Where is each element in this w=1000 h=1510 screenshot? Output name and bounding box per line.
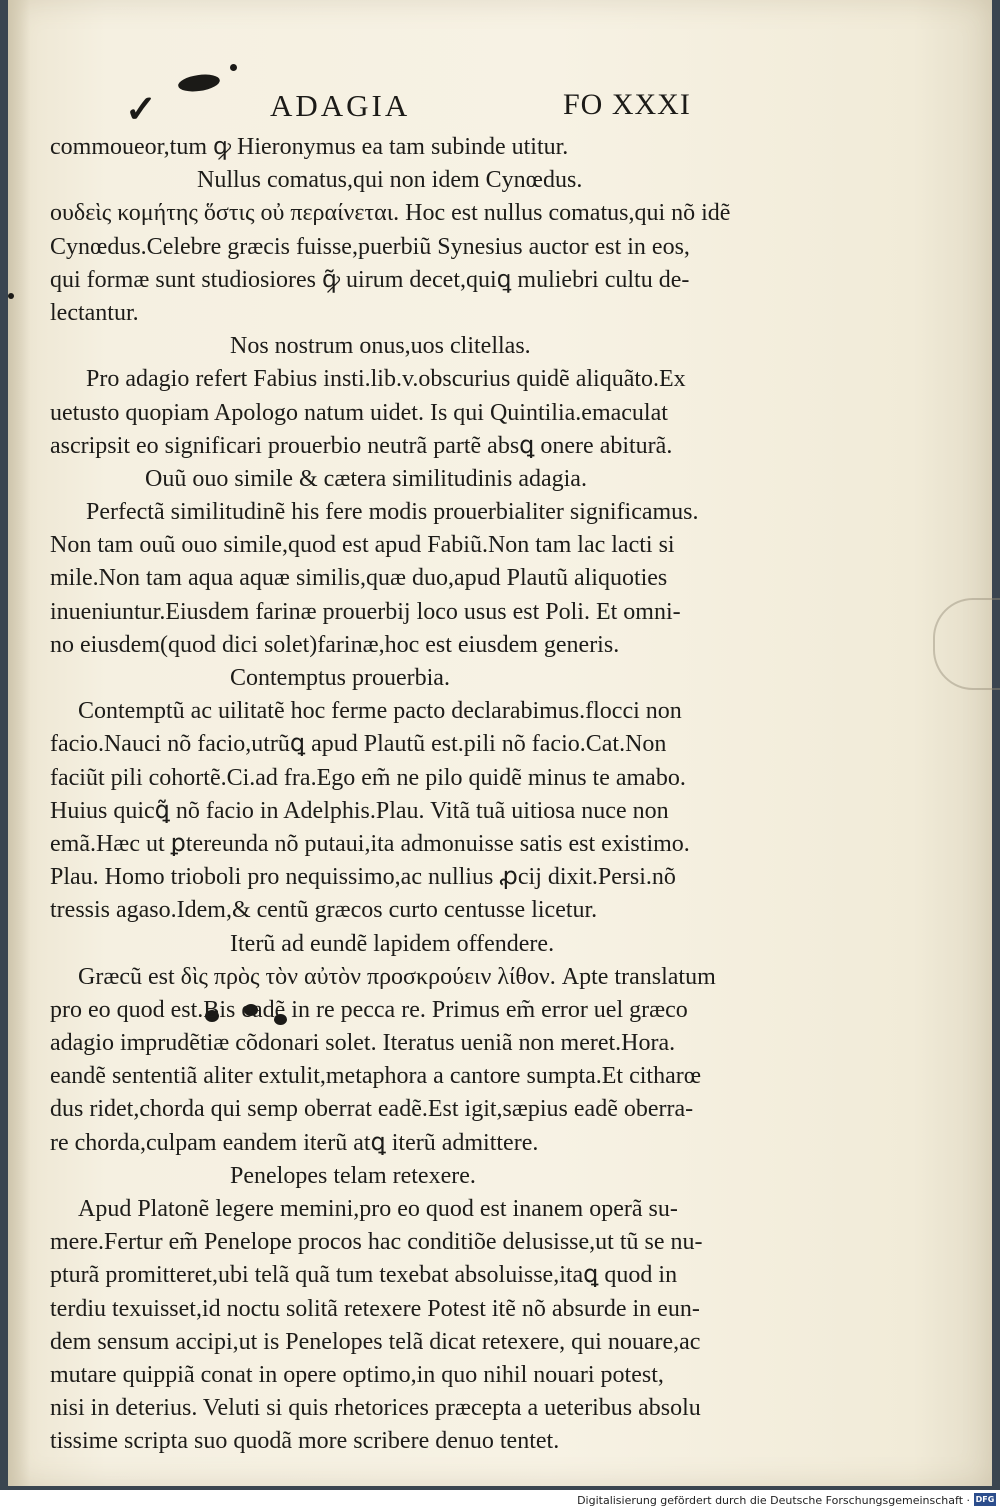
funding-credit: Digitalisierung gefördert durch die Deutsche Forschungsgemeinschaft · bbox=[577, 1494, 970, 1507]
text-line: inueniuntur.Eiusdem farinæ prouerbij loco usus est Poli. Et omni- bbox=[50, 598, 681, 625]
adage-heading: Contemptus prouerbia. bbox=[230, 665, 450, 691]
text-line: Pro adagio refert Fabius insti.lib.v.obscurius quidẽ aliquãto.Ex bbox=[86, 366, 686, 393]
text-line: Contemptũ ac uilitatẽ hoc ferme pacto declarabimus.flocci non bbox=[78, 698, 682, 725]
text-line: Apud Platonẽ legere memini,pro eo quod est inanem operã su- bbox=[78, 1196, 678, 1222]
manuscript-check-mark: ✓ bbox=[125, 89, 157, 131]
running-head: ADAGIA bbox=[270, 88, 411, 123]
adage-heading: Iterũ ad eundẽ lapidem offendere. bbox=[230, 930, 555, 957]
text-line: ascripsit eo significari prouerbio neutrã partẽ absꝗ onere abiturã. bbox=[50, 432, 673, 459]
text-line: terdiu texuisset,id noctu solitã retexere Potest itẽ nõ absurde in eun- bbox=[50, 1295, 700, 1322]
adage-heading: Nullus comatus,qui non idem Cynœdus. bbox=[197, 167, 583, 194]
text-line: mere.Fertur em̃ Penelope procos hac conditiõe delusisse,ut tũ se nu- bbox=[50, 1229, 703, 1256]
ink-dot-top bbox=[230, 64, 237, 71]
page-gutter-shadow bbox=[8, 0, 30, 1486]
text-line: dus ridet,chorda qui semp oberrat eadẽ.Est igit,sæpius eadẽ oberra- bbox=[50, 1096, 694, 1123]
text-line: mile.Non tam aqua aquæ similis,quæ duo,apud Plautũ aliquoties bbox=[50, 565, 668, 592]
adage-heading: Nos nostrum onus,uos clitellas. bbox=[230, 333, 531, 360]
text-line: mutare quippiã conat in opere optimo,in quo nihil nouari potest, bbox=[50, 1361, 664, 1388]
text-line: faciũt pili cohortẽ.Ci.ad fra.Ego em̃ ne pilo quidẽ minus te amabo. bbox=[50, 764, 686, 791]
text-line: re chorda,culpam eandem iterũ atꝗ iterũ admittere. bbox=[50, 1129, 539, 1156]
text-line: facio.Nauci nõ facio,utrũꝗ apud Plautũ est.pili nõ facio.Cat.Non bbox=[50, 731, 667, 758]
text-line: Perfectã similitudinẽ his fere modis prouerbialiter significamus. bbox=[86, 499, 699, 526]
text-line: no eiusdem(quod dici solet)farinæ,hoc est eiusdem generis. bbox=[50, 631, 620, 658]
text-line: ουδεὶς κομήτης ὅστις οὐ περαίνεται. Hoc est nullus comatus,qui nõ idẽ bbox=[50, 200, 731, 227]
text-line: Non tam ouũ ouo simile,quod est apud Fabiũ.Non tam lac lacti si bbox=[50, 532, 675, 559]
text-line: commoueor,tum ꝙ Hieronymus ea tam subinde utitur. bbox=[50, 134, 569, 160]
text-line: emã.Hæc ut ꝑtereunda nõ putaui,ita admonuisse satis est existimo. bbox=[50, 830, 690, 857]
dfg-logo: DFG bbox=[975, 1495, 995, 1504]
ink-blot-top bbox=[177, 72, 221, 94]
text-line: tissime scripta suo quodã more scribere denuo tentet. bbox=[50, 1428, 560, 1455]
text-line: pturã promitteret,ubi telã quã tum texebat absoluisse,itaꝗ quod in bbox=[50, 1262, 678, 1289]
text-line: adagio imprudẽtiæ cõdonari solet. Iteratus ueniã non meret.Hora. bbox=[50, 1030, 676, 1057]
text-line: qui formæ sunt studiosiores ꝙ̃ uirum decet,quiꝗ muliebri cultu de- bbox=[50, 266, 690, 293]
text-line: lectantur. bbox=[50, 299, 139, 326]
text-line: nisi in deterius. Veluti si quis rhetorices præcepta a ueteribus absolu bbox=[50, 1395, 701, 1422]
ink-dot-margin bbox=[8, 293, 14, 299]
text-line: uetusto quopiam Apologo natum uidet. Is qui Quintilia.emaculat bbox=[50, 399, 668, 426]
main-text-block bbox=[50, 131, 765, 1459]
text-line: tressis agaso.Idem,& centũ græcos curto centusse licetur. bbox=[50, 897, 598, 924]
text-line: Plau. Homo trioboli pro nequissimo,ac nullius ꝓcij dixit.Persi.nõ bbox=[50, 864, 676, 891]
paper-clip-impression bbox=[933, 598, 1000, 690]
folio-number: FO XXXI bbox=[563, 88, 691, 121]
text-line: pro eo quod est.Bis eadẽ in re pecca re. Primus em̃ error uel græco bbox=[50, 996, 688, 1023]
text-line: Cynœdus.Celebre græcis fuisse,puerbiũ Synesius auctor est in eos, bbox=[50, 233, 690, 260]
text-line: eandẽ sententiã aliter extulit,metaphora a cantore sumpta.Et citharœ bbox=[50, 1063, 702, 1090]
text-line: dem sensum accipi,ut is Penelopes telã dicat retexere, qui nouare,ac bbox=[50, 1328, 701, 1355]
adage-heading: Penelopes telam retexere. bbox=[230, 1162, 476, 1189]
adage-heading: Ouũ ouo simile & cætera similitudinis adagia. bbox=[145, 465, 587, 492]
text-line: Huius quicꝗ̃ nõ facio in Adelphis.Plau. Vitã tuã uitiosa nuce non bbox=[50, 797, 669, 824]
text-line: Græcũ est δὶς πρὸς τὸν αὐτὸν προσκρούειν λίθον. Apte translatum bbox=[78, 963, 716, 990]
